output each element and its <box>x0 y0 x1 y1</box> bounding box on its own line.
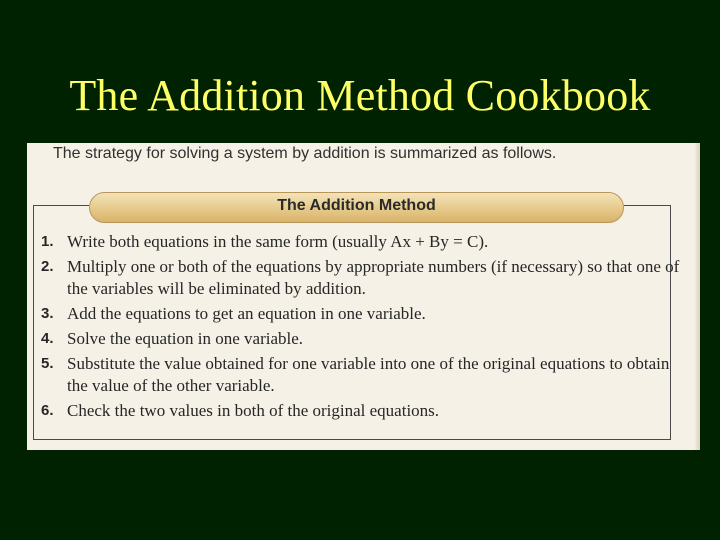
box-top-border-left <box>33 205 89 206</box>
step-text: Substitute the value obtained for one variable into one of the original equations to obtain the value of the other variable. <box>67 354 670 395</box>
step-item <box>41 328 691 350</box>
step-item <box>41 353 691 397</box>
scan-edge-shadow <box>694 143 700 450</box>
step-text: Solve the equation in one variable. <box>67 329 304 348</box>
step-number: 5. <box>41 355 54 372</box>
step-number: 6. <box>41 402 54 419</box>
intro-text: The strategy for solving a system by addition is summarized as follows. <box>53 145 557 162</box>
box-top-border-right <box>624 205 670 206</box>
slide-title: The Addition Method Cookbook <box>69 71 651 120</box>
textbook-scan <box>27 143 700 450</box>
step-number: 4. <box>41 330 54 347</box>
step-item <box>41 400 691 422</box>
step-item <box>41 303 691 325</box>
step-text: Multiply one or both of the equations by appropriate numbers (if necessary) so that one of the variables will be eliminated by addition. <box>67 257 680 298</box>
step-item <box>41 256 691 300</box>
steps-list <box>41 231 691 425</box>
method-banner <box>89 192 624 223</box>
step-text: Write both equations in the same form (usually Ax + By = C). <box>67 232 489 251</box>
step-number: 3. <box>41 305 54 322</box>
step-number: 2. <box>41 258 54 275</box>
step-item <box>41 231 691 253</box>
banner-title: The Addition Method <box>277 197 436 214</box>
step-text: Add the equations to get an equation in one variable. <box>67 304 426 323</box>
step-number: 1. <box>41 233 54 250</box>
step-text: Check the two values in both of the original equations. <box>67 401 440 420</box>
